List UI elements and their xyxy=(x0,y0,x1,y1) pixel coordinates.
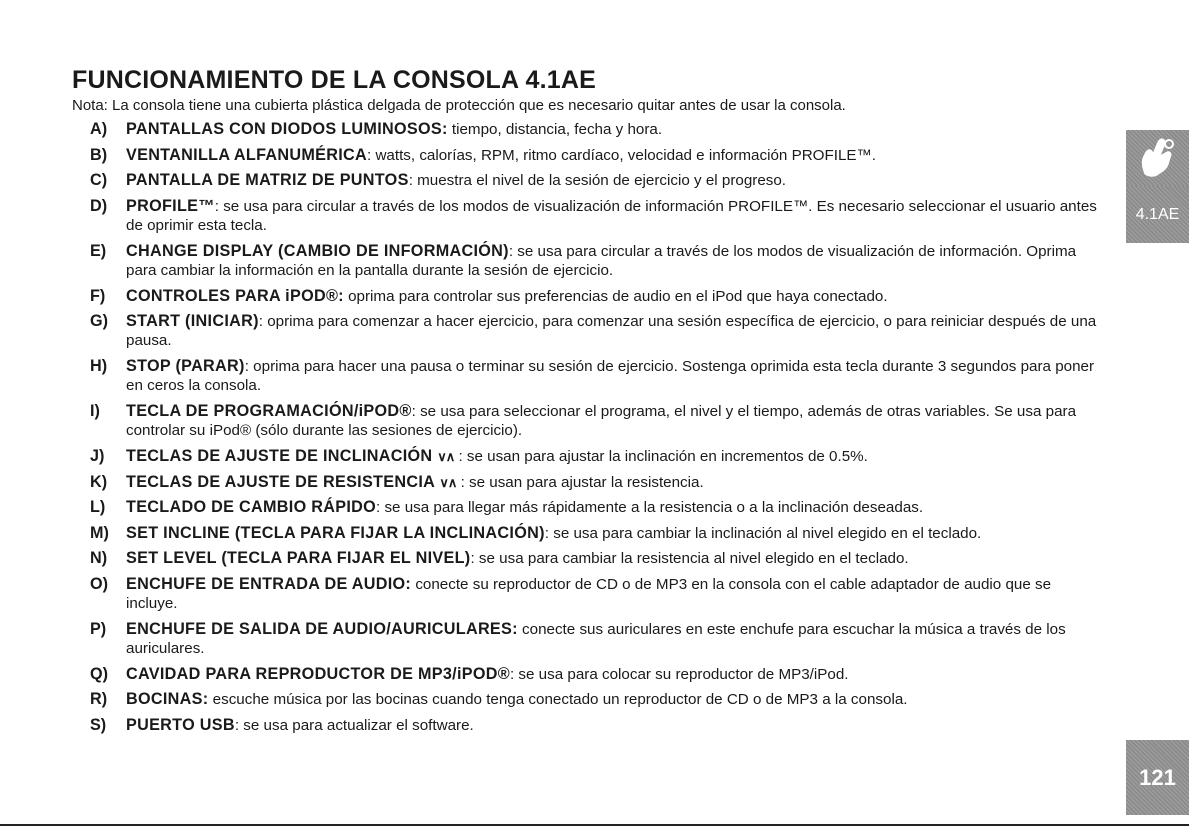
item-term: PROFILE™ xyxy=(126,196,215,215)
item-desc: : se usa para cambiar la inclinación al nivel elegido en el teclado. xyxy=(544,524,982,542)
item-desc: conecte su reproductor de CD o de MP3 en la consola con el cable adaptador de audio que se incluye. xyxy=(126,575,1052,612)
note-text: Nota: La consola tiene una cubierta plástica delgada de protección que es necesario quitar antes de usar la consola. xyxy=(72,97,846,114)
list-item xyxy=(90,524,1100,543)
item-term: PUERTO USB xyxy=(126,715,235,734)
page-title: FUNCIONAMIENTO DE LA CONSOLA 4.1AE xyxy=(72,66,596,94)
list-item xyxy=(90,197,1100,235)
item-desc: : se usa para llegar más rápidamente a la resistencia o a la inclinación deseadas. xyxy=(376,499,924,516)
item-desc: : watts, calorías, RPM, ritmo cardíaco, velocidad e información PROFILE™. xyxy=(367,146,876,164)
item-term: BOCINAS: xyxy=(126,690,209,708)
item-term: START (INICIAR) xyxy=(126,312,259,330)
item-letter: G) xyxy=(90,312,108,330)
item-letter: K) xyxy=(90,472,108,491)
chevron-updown-icon: ∨∧ xyxy=(439,474,457,490)
item-letter: C) xyxy=(90,171,108,189)
item-letter: M) xyxy=(90,523,109,542)
item-letter: F) xyxy=(90,286,106,305)
page-number-tab xyxy=(1126,740,1189,815)
chevron-updown-icon: ∨∧ xyxy=(437,449,455,464)
item-letter: B) xyxy=(90,145,108,164)
item-term: TECLAS DE AJUSTE DE RESISTENCIA xyxy=(126,472,440,491)
item-term: TECLADO DE CAMBIO RÁPIDO xyxy=(126,498,377,516)
item-desc: oprima para controlar sus preferencias de audio en el iPod que haya conectado. xyxy=(343,287,888,305)
item-letter: L) xyxy=(90,498,106,516)
list-item xyxy=(90,171,1100,190)
item-desc: : se usa para circular a través de los modos de visualización de información PROFILE™. Es necesario seleccionar el usuario antes de oprimir esta tecla. xyxy=(126,197,1097,234)
item-desc: tiempo, distancia, fecha y hora. xyxy=(447,121,663,138)
item-term: ENCHUFE DE ENTRADA DE AUDIO: xyxy=(126,574,412,593)
item-letter: O) xyxy=(90,574,108,593)
item-desc: : se usa para seleccionar el programa, el nivel y el tiempo, además de otras variables. Se usa para controlar su iPod® (sólo durante las sesiones de ejercicio). xyxy=(126,403,1077,439)
bottom-divider xyxy=(0,824,1189,826)
item-letter: R) xyxy=(90,690,108,708)
item-letter: S) xyxy=(90,715,107,734)
item-desc: : muestra el nivel de la sesión de ejercicio y el progreso. xyxy=(408,172,787,189)
item-letter: P) xyxy=(90,619,107,638)
section-label: 4.1AE xyxy=(1135,205,1180,223)
item-desc: conecte sus auriculares en este enchufe para escuchar la música a través de los auriculares. xyxy=(126,620,1066,657)
item-term: PANTALLA DE MATRIZ DE PUNTOS xyxy=(126,171,409,189)
item-desc: escuche música por las bocinas cuando tenga conectado un reproductor de CD o de MP3 a la consola. xyxy=(208,691,908,708)
item-letter: H) xyxy=(90,357,108,375)
item-letter: A) xyxy=(90,120,108,138)
item-desc: : se usan para ajustar la resistencia. xyxy=(456,473,704,491)
item-desc: : se usa para actualizar el software. xyxy=(234,716,474,734)
list-item xyxy=(90,498,1100,517)
item-term: CONTROLES PARA iPOD®: xyxy=(126,286,344,305)
side-tab-section xyxy=(1126,186,1189,243)
item-letter: Q) xyxy=(90,664,108,683)
list-item xyxy=(90,665,1100,684)
list-item xyxy=(90,402,1100,440)
item-term: TECLAS DE AJUSTE DE INCLINACIÓN xyxy=(126,447,438,465)
feature-list xyxy=(90,120,1100,741)
list-item xyxy=(90,146,1100,165)
item-letter: E) xyxy=(90,241,107,260)
item-desc: : oprima para hacer una pausa o terminar su sesión de ejercicio. Sostenga oprimida esta tecla durante 3 segundos para poner en ceros la consola. xyxy=(126,358,1095,394)
page-number: 121 xyxy=(1139,764,1176,790)
side-tab-icon xyxy=(1126,130,1189,186)
item-term: PANTALLAS CON DIODOS LUMINOSOS: xyxy=(126,120,448,138)
item-desc: : se usan para ajustar la inclinación en incrementos de 0.5%. xyxy=(454,448,868,465)
list-item xyxy=(90,312,1100,350)
list-item xyxy=(90,447,1100,466)
list-item xyxy=(90,120,1100,139)
list-item xyxy=(90,473,1100,492)
list-item xyxy=(90,549,1100,568)
item-desc: : se usa para colocar su reproductor de MP3/iPod. xyxy=(509,665,849,683)
list-item xyxy=(90,287,1100,306)
list-item xyxy=(90,357,1100,395)
item-term: STOP (PARAR) xyxy=(126,357,245,375)
list-item xyxy=(90,242,1100,280)
item-term: SET LEVEL (TECLA PARA FIJAR EL NIVEL) xyxy=(126,549,471,567)
item-desc: : se usa para cambiar la resistencia al nivel elegido en el teclado. xyxy=(470,550,909,567)
item-term: VENTANILLA ALFANUMÉRICA xyxy=(126,145,367,164)
item-term: CAVIDAD PARA REPRODUCTOR DE MP3/iPOD® xyxy=(126,664,510,683)
list-item xyxy=(90,716,1100,735)
hand-pointer-icon xyxy=(1131,134,1183,182)
item-term: TECLA DE PROGRAMACIÓN/iPOD® xyxy=(126,402,412,420)
item-letter: J) xyxy=(90,447,105,465)
list-item xyxy=(90,690,1100,709)
item-term: SET INCLINE (TECLA PARA FIJAR LA INCLINACIÓN) xyxy=(126,523,545,542)
list-item xyxy=(90,575,1100,613)
list-item xyxy=(90,620,1100,658)
item-letter: I) xyxy=(90,402,100,420)
item-desc: : oprima para comenzar a hacer ejercicio, para comenzar una sesión específica de ejercicio, o para reiniciar después de una pausa. xyxy=(126,313,1097,349)
item-letter: D) xyxy=(90,196,108,215)
item-desc: : se usa para circular a través de los modos de visualización de información. Oprima para cambiar la información en la pantalla durante la sesión de ejercicio. xyxy=(126,242,1077,279)
item-term: ENCHUFE DE SALIDA DE AUDIO/AURICULARES: xyxy=(126,619,518,638)
item-letter: N) xyxy=(90,549,108,567)
item-term: CHANGE DISPLAY (CAMBIO DE INFORMACIÓN) xyxy=(126,241,509,260)
